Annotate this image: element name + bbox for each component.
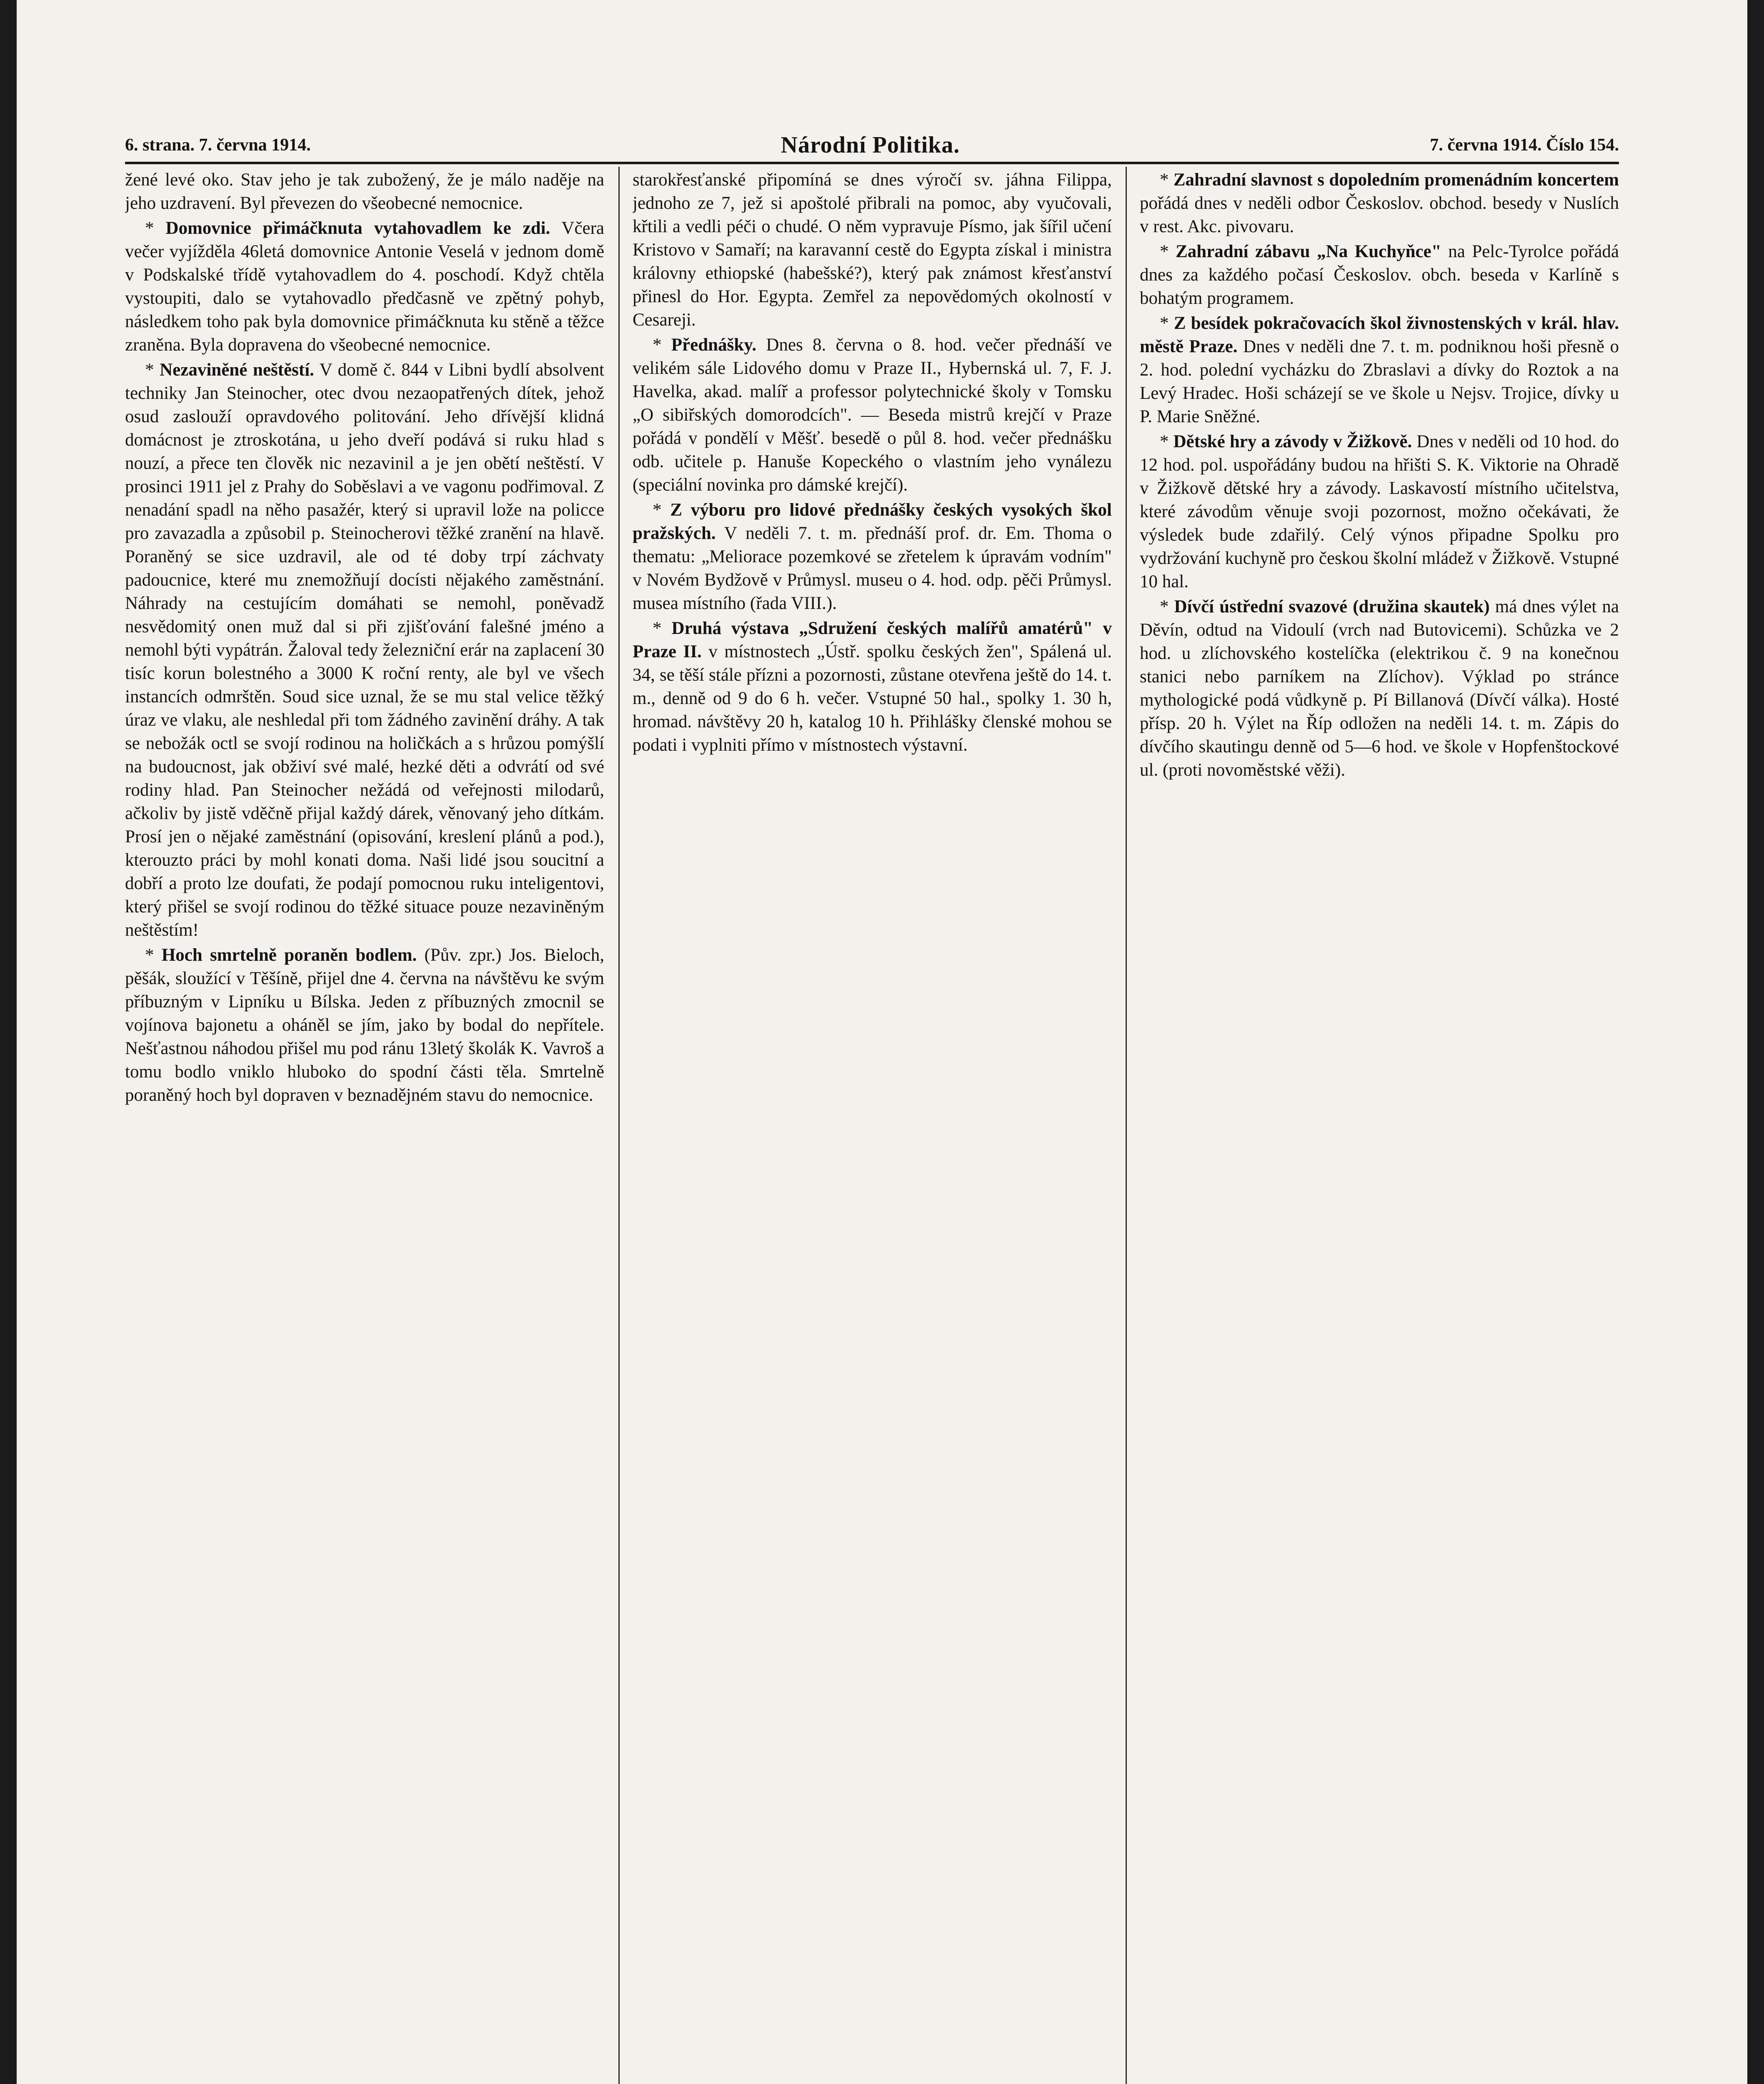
article-headline: Z výboru pro lidové přednášky českých vysokých škol pražských. [633, 500, 1112, 543]
article-headline: Nezaviněné neštěstí. [160, 360, 314, 380]
column-separator [618, 167, 620, 2084]
column-3 [1140, 168, 1619, 2084]
header-rule [125, 162, 1619, 164]
article: * Dětské hry a závody v Žižkově. Dnes v neděli od 10 hod. do 12 hod. pol. uspořádány budou na hřišti S. K. Viktorie na Ohradě v Žižkově dětské hry a závody. Laskavostí místního učitelstva, které závodům věnuje svoji pozornost, možno očekávati, že výsledek bude zdařilý. Celý výnos připadne Spolku pro vydržování kuchyně pro českou školní mládež v Žižkově. Vstupné 10 hal. [1140, 432, 1619, 591]
article-continuation: žené levé oko. Stav jeho je tak zubožený, že je málo naděje na jeho uzdravení. Byl převezen do všeobecné nemocnice. [125, 170, 604, 213]
article-headline: Zahradní slavnost s dopoledním promenádním koncertem [1173, 170, 1619, 190]
header-page-date: 6. strana. 7. června 1914. [125, 135, 311, 155]
scan-edge-right [1747, 0, 1764, 2084]
article: * Přednášky. Dnes 8. června o 8. hod. večer přednáší ve velikém sále Lidového domu v Praze II., Hybernská ul. 7, F. J. Havelka, akad. malíř a professor polytechnické školy v Tomsku „O sibiřských domorodcích". — Beseda mistrů krejčí v Praze pořádá v pondělí v Měšť. besedě o půl 8. hod. večer přednášku odb. učitele p. Hanuše Kopeckého o vlastním jeho vynálezu (speciální novinka pro dámské krejčí). [633, 335, 1112, 495]
header-issue-number: 7. června 1914. Číslo 154. [1430, 135, 1619, 155]
column-separator [1126, 167, 1127, 2084]
newspaper-title: Národní Politika. [781, 132, 960, 158]
article: * Dívčí ústřední svazové (družina skautek) má dnes výlet na Děvín, odtud na Vidoulí (vrch nad Butovicemi). Schůzka ve 2 hod. u zlíchovského kostelíčka (elektrikou č. 9 na konečnou stanici nebo parníkem na Zlíchov). Výklad po stránce mythologické podá vůdkyně p. Pí Billanová (Dívčí válka). Hosté přísp. 20 h. Výlet na Říp odložen na neděli 14. t. m. Zápis do dívčího skautingu denně od 5—6 hod. ve škole v Hopfenštockové ul. (proti novoměstské věži). [1140, 597, 1619, 780]
article-headline: Zahradní zábavu „Na Kuchyňce" [1176, 242, 1441, 261]
article-text: (Pův. zpr.) Jos. Bieloch, pěšák, sloužící v Těšíně, přijel dne 4. června na návštěvu ke svým příbuzným v Lipníku u Bílska. Jeden z příbuzných zmocnil se vojínova bajonetu a oháněl se jím, jako by bodal do nepřítele. Nešťastnou náhodou přišel mu pod ránu 13letý školák K. Vavroš a tomu bodlo vniklo hluboko do spodní části těla. Smrtelně poraněný hoch byl dopraven v beznadějném stavu do nemocnice. [125, 945, 604, 1105]
article: * Z besídek pokračovacích škol živnostenských v král. hlav. městě Praze. Dnes v neděli dne 7. t. m. podniknou hoši přesně o 2. hod. polední vycházku do Zbraslavi a dívky do Roztok a na Levý Hradec. Hoši scházejí se ve škole u Nejsv. Trojice, dívky u P. Marie Sněžné. [1140, 313, 1619, 426]
article-headline: Hoch smrtelně poraněn bodlem. [161, 945, 417, 965]
article: * Nezaviněné neštěstí. V domě č. 844 v Libni bydlí absolvent techniky Jan Steinocher, otec dvou nezaopatřených dítek, jehož osud zaslouží opravdového politování. Jeho dřívější klidná domácnost je ztroskotána, u jeho dveří podává si ruku hlad s nouzí, a přece ten člověk nic nezavinil a je jen obětí neštěstí. V prosinci 1911 jel z Prahy do Soběslavi a ve vagonu podřimoval. Z nenadání spadl na něho pasažér, který si upravil lože na policce pro zavazadla a způsobil p. Steinocherovi těžké zranění na hlavě. Poraněný se sice uzdravil, ale od té doby trpí záchvaty padoucnice, které mu znemožňují docísti nějakého zaměstnání. Náhrady na cestujícím domáhati se nemohl, poněvadž nesvědomitý onen muž dal si při zjišťování falešné jméno a nemohl býti vypátrán. Žaloval tedy železniční erár na zaplacení 30 tisíc korun bolestného a 3000 K roční renty, ale byl ve všech instancích odmrštěn. Soud sice uznal, že se mu stal velice těžký úraz ve vlaku, ale neshledal při tom žádného zavinění dráhy. A tak se nebožák octl se svojí rodinou na holičkách a s hrůzou pomýšlí na budoucnost, jak obživí své malé, hezké děti a odvrátí od své rodiny hlad. Pan Steinocher nežádá od veřejnosti milodarů, ačkoliv by jistě vděčně přijal každý dárek, věnovaný jeho dítkám. Prosí jen o nějaké zaměstnání (opisování, kreslení plánů a pod.), kterouzto práci by mohl konati doma. Naši lidé jsou soucitní a dobří a proto lze doufati, že podají pomocnou ruku inteligentovi, který přišel se svojí rodinou do těžké situace pouze nezaviněným neštěstím! [125, 360, 604, 940]
column-2 [633, 168, 1112, 2084]
article-headline: Dětské hry a závody v Žižkově. [1173, 432, 1412, 451]
column-1 [125, 168, 604, 2084]
article-headline: Druhá výstava „Sdružení českých malířů amatérů" v Praze II. [633, 619, 1112, 661]
article-headline: Přednášky. [671, 335, 757, 355]
article-text: pořádá dnes v neděli odbor Českoslov. obchod. besedy v Nuslích v rest. Akc. pivovaru. [1140, 193, 1619, 236]
article-text: Dnes v neděli dne 7. t. m. podniknou hoši přesně o 2. hod. polední vycházku do Zbraslavi a dívky do Roztok a na Levý Hradec. Hoši scházejí se ve škole u Nejsv. Trojice, dívky u P. Marie Sněžné. [1140, 337, 1619, 426]
article: * Zahradní zábavu „Na Kuchyňce" na Pelc-Tyrolce pořádá dnes za každého počasí Českoslov. obch. beseda v Karlíně s bohatým programem. [1140, 242, 1619, 308]
article-headline: Domovnice přimáčknuta vytahovadlem ke zdi. [165, 218, 550, 238]
article: * Hoch smrtelně poraněn bodlem. (Pův. zpr.) Jos. Bieloch, pěšák, sloužící v Těšíně, přijel dne 4. června na návštěvu ke svým příbuzným v Lipníku u Bílska. Jeden z příbuzných zmocnil se vojínova bajonetu a oháněl se jím, jako by bodal do nepřítele. Nešťastnou náhodou přišel mu pod ránu 13letý školák K. Vavroš a tomu bodlo vniklo hluboko do spodní části těla. Smrtelně poraněný hoch byl dopraven v beznadějném stavu do nemocnice. [125, 945, 604, 1105]
article-headline: Dívčí ústřední svazové (družina skautek) [1174, 597, 1490, 616]
article: * Z výboru pro lidové přednášky českých vysokých škol pražských. V neděli 7. t. m. přednáší prof. dr. Em. Thoma o thematu: „Meliorace pozemkové se zřetelem k úpravám vodním" v Novém Bydžově v Průmysl. museu o 4. hod. odp. pěči Průmysl. musea místního (řada VIII.). [633, 500, 1112, 613]
article-text: v místnostech „Ústř. spolku českých žen", Spálená ul. 34, se těší stále přízni a pozornosti, zůstane otevřena ještě do 14. t. m., denně od 9 do 6 h. večer. Vstupné 50 hal., spolky 1. 30 h, hromad. návštěvy 20 h, katalog 10 h. Přihlášky členské mohou se podati i vyplniti přímo v místnostech výstavní. [633, 642, 1112, 755]
page-header [125, 133, 1619, 158]
article: * Druhá výstava „Sdružení českých malířů amatérů" v Praze II. v místnostech „Ústř. spolku českých žen", Spálená ul. 34, se těší stále přízni a pozornosti, zůstane otevřena ještě do 14. t. m., denně od 9 do 6 h. večer. Vstupné 50 hal., spolky 1. 30 h, hromad. návštěvy 20 h, katalog 10 h. Přihlášky členské mohou se podati i vyplniti přímo v místnostech výstavní. [633, 619, 1112, 755]
article: * Zahradní slavnost s dopoledním promenádním koncertem pořádá dnes v neděli odbor Českoslov. obchod. besedy v Nuslích v rest. Akc. pivovaru. [1140, 170, 1619, 236]
article-text: má dnes výlet na Děvín, odtud na Vidoulí (vrch nad Butovicemi). Schůzka ve 2 hod. u zlíchovského kostelíčka (elektrikou č. 9 na konečnou stanici nebo parníkem na Zlíchov). Výklad po stránce mythologické podá vůdkyně p. Pí Billanová (Dívčí válka). Hosté přísp. 20 h. Výlet na Říp odložen na neděli 14. t. m. Zápis do dívčího skautingu denně od 5—6 hod. ve škole v Hopfenštockové ul. (proti novoměstské věži). [1140, 597, 1619, 780]
article-text: na Pelc-Tyrolce pořádá dnes za každého počasí Českoslov. obch. beseda v Karlíně s bohatým programem. [1140, 242, 1619, 308]
article: * Domovnice přimáčknuta vytahovadlem ke zdi. Včera večer vyjížděla 46letá domovnice Antonie Veselá v jednom domě v Podskalské třídě vytahovadlem do 4. poschodí. Když chtěla vystoupiti, dalo se vytahovadlo předčasně ve zpětný pohyb, následkem toho pak byla domovnice přimáčknuta ku stěně a těžce zraněna. Byla dopravena do všeobecné nemocnice. [125, 218, 604, 355]
article-text: Včera večer vyjížděla 46letá domovnice Antonie Veselá v jednom domě v Podskalské třídě vytahovadlem do 4. poschodí. Když chtěla vystoupiti, dalo se vytahovadlo předčasně ve zpětný pohyb, následkem toho pak byla domovnice přimáčknuta ku stěně a těžce zraněna. Byla dopravena do všeobecné nemocnice. [125, 218, 604, 355]
article-text: Dnes 8. června o 8. hod. večer přednáší ve velikém sále Lidového domu v Praze II., Hybernská ul. 7, F. J. Havelka, akad. malíř a professor polytechnické školy v Tomsku „O sibiřských domorodcích". — Beseda mistrů krejčí v Praze pořádá v pondělí v Měšť. besedě o půl 8. hod. večer přednášku odb. učitele p. Hanuše Kopeckého o vlastním jeho vynálezu (speciální novinka pro dámské krejčí). [633, 335, 1112, 495]
article-text: Dnes v neděli od 10 hod. do 12 hod. pol. uspořádány budou na hřišti S. K. Viktorie na Ohradě v Žižkově dětské hry a závody. Laskavostí místního učitelstva, které závodům věnuje svoji pozornost, možno očekávati, že výsledek bude zdařilý. Celý výnos připadne Spolku pro vydržování kuchyně pro českou školní mládež v Žižkově. Vstupné 10 hal. [1140, 432, 1619, 591]
article-continuation: starokřesťanské připomíná se dnes výročí sv. jáhna Filippa, jednoho ze 7, jež si apoštolé přibrali na pomoc, aby vyučovali, křtili a vedli péči o chudé. O něm vypravuje Písmo, jak šířil učení Kristovo v Samaří; na karavanní cestě do Egypta získal i ministra královny ethiopské (habešské?), který pak známost křesťanství přinesl do Hor. Egypta. Zemřel za nepovědomých okolností v Cesareji. [633, 170, 1112, 330]
article-headline: Z besídek pokračovacích škol živnostenských v král. hlav. městě Praze. [1140, 313, 1619, 356]
scan-edge-left [0, 0, 17, 2084]
article-text: V domě č. 844 v Libni bydlí absolvent techniky Jan Steinocher, otec dvou nezaopatřených dítek, jehož osud zaslouží opravdového politování. Jeho dřívější klidná domácnost je ztroskotána, u jeho dveří podává si ruku hlad s nouzí, a přece ten člověk nic nezavinil a je jen obětí neštěstí. V prosinci 1911 jel z Prahy do Soběslavi a ve vagonu podřimoval. Z nenadání spadl na něho pasažér, který si upravil lože na policce pro zavazadla a způsobil p. Steinocherovi těžké zranění na hlavě. Poraněný se sice uzdravil, ale od té doby trpí záchvaty padoucnice, které mu znemožňují docísti nějakého zaměstnání. Náhrady na cestujícím domáhati se nemohl, poněvadž nesvědomitý onen muž dal si při zjišťování falešné jméno a nemohl býti vypátrán. Žaloval tedy železniční erár na zaplacení 30 tisíc korun bolestného a 3000 K roční renty, ale byl ve všech instancích odmrštěn. Soud sice uznal, že se mu stal velice těžký úraz ve vlaku, ale neshledal při tom žádného zavinění dráhy. A tak se nebožák octl se svojí rodinou na holičkách a s hrůzou pomýšlí na budoucnost, jak obživí své malé, hezké děti a odvrátí od své rodiny hlad. Pan Steinocher nežádá od veřejnosti milodarů, ačkoliv by jistě vděčně přijal každý dárek, věnovaný jeho dítkám. Prosí jen o nějaké zaměstnání (opisování, kreslení plánů a pod.), kterouzto práci by mohl konati doma. Naši lidé jsou soucitní a dobří a proto lze doufati, že podají pomocnou ruku inteligentovi, který přišel se svojí rodinou do těžké situace pouze nezaviněným neštěstím! [125, 360, 604, 940]
article-text: V neděli 7. t. m. přednáší prof. dr. Em. Thoma o thematu: „Meliorace pozemkové se zřetelem k úpravám vodním" v Novém Bydžově v Průmysl. museu o 4. hod. odp. pěči Průmysl. musea místního (řada VIII.). [633, 524, 1112, 613]
